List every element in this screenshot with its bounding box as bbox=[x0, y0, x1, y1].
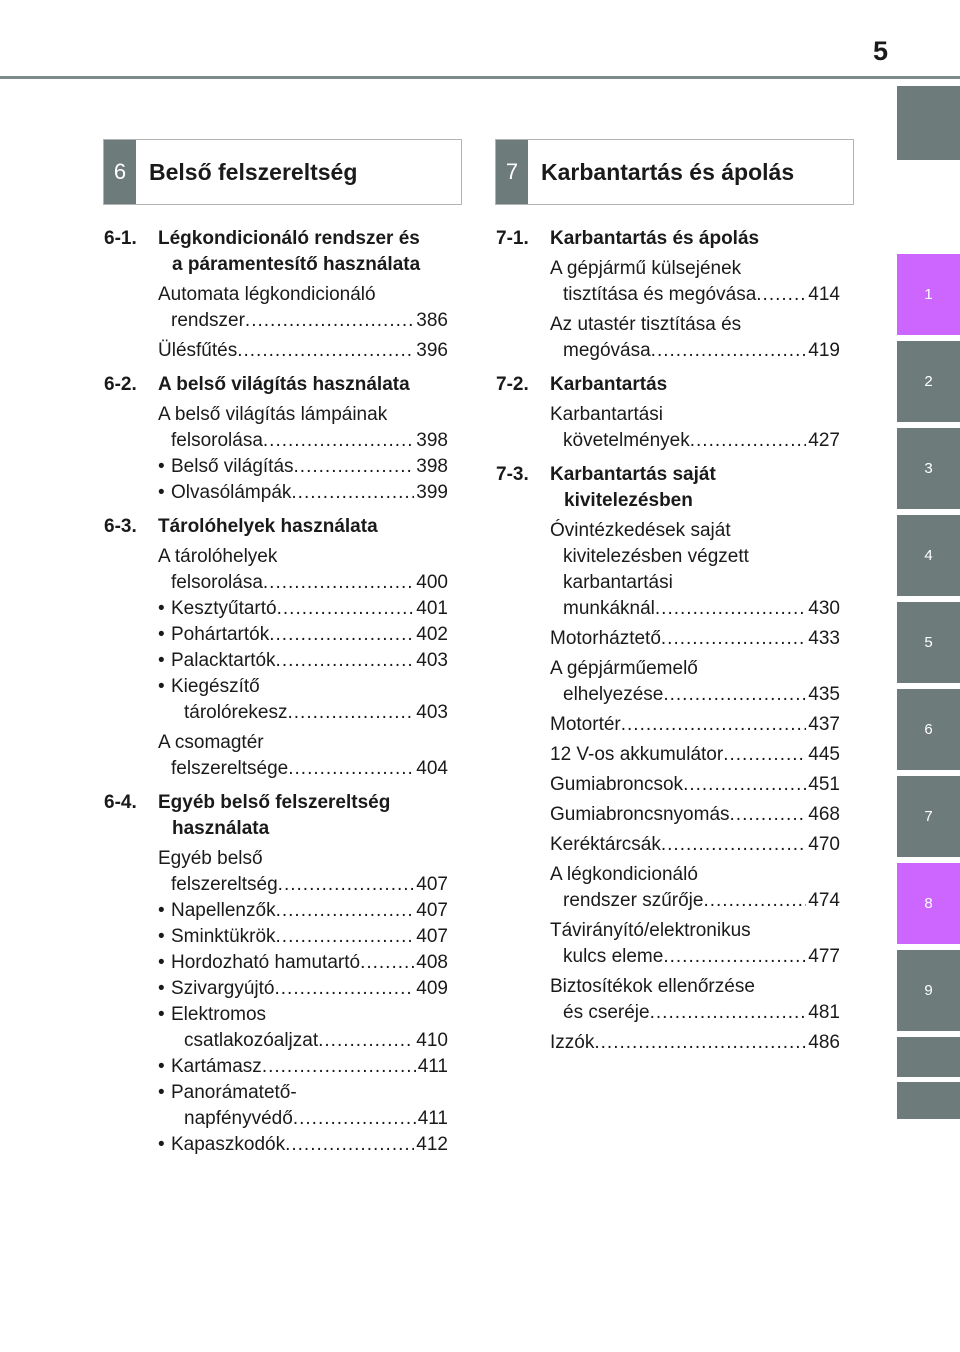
section-number: 7-2. bbox=[496, 374, 529, 395]
toc-entry[interactable] bbox=[496, 802, 840, 828]
chapter-6-number: 6 bbox=[104, 140, 136, 204]
toc-entry[interactable] bbox=[104, 402, 448, 454]
toc-subentry[interactable]: • Kartámasz ..... 411 bbox=[104, 1054, 448, 1080]
entry-text: és cseréje bbox=[563, 1002, 650, 1023]
subentry-text: Pohártartók bbox=[171, 624, 270, 645]
page-ref[interactable]: 401 bbox=[416, 598, 448, 619]
section-title: Tárolóhelyek használata bbox=[158, 516, 378, 537]
page-ref[interactable]: 410 bbox=[416, 1030, 448, 1051]
entry-text: felsorolása bbox=[171, 572, 263, 593]
page-ref[interactable]: 468 bbox=[808, 804, 840, 825]
page-ref[interactable]: 398 bbox=[416, 430, 448, 451]
page-ref[interactable]: 403 bbox=[416, 702, 448, 723]
chapter-tab-blank-a[interactable] bbox=[897, 1037, 960, 1077]
page-ref[interactable]: 407 bbox=[416, 926, 448, 947]
toc-entry[interactable] bbox=[496, 1030, 840, 1056]
entry-text: karbantartási bbox=[563, 572, 673, 593]
toc-entry[interactable] bbox=[496, 862, 840, 914]
toc-subentry[interactable]: • Kesztyűtartó ..... 401 bbox=[104, 596, 448, 622]
entry-text: Gumiabroncsok bbox=[550, 774, 684, 795]
section-title: Légkondicionáló rendszer és bbox=[158, 228, 420, 249]
section-title-cont: kivitelezésben bbox=[564, 490, 693, 511]
toc-entry[interactable] bbox=[496, 974, 840, 1026]
toc-entry[interactable] bbox=[496, 832, 840, 858]
toc-entry[interactable] bbox=[496, 312, 840, 364]
subentry-text: Palacktartók bbox=[171, 650, 276, 671]
entry-text: 12 V-os akkumulátor bbox=[550, 744, 724, 765]
chapter-tab-4[interactable]: 4 bbox=[897, 515, 960, 596]
page-number: 5 bbox=[872, 36, 888, 66]
section-number: 6-3. bbox=[104, 516, 137, 537]
section-title: Karbantartás és ápolás bbox=[550, 228, 760, 249]
page-ref[interactable]: 477 bbox=[808, 946, 840, 967]
toc-subentry[interactable]: • Sminktükrök ..... 407 bbox=[104, 924, 448, 950]
entry-text: tisztítása és megóvása bbox=[563, 284, 757, 305]
toc-subentry[interactable]: • Napellenzők ..... 407 bbox=[104, 898, 448, 924]
section-title-cont: használata bbox=[172, 818, 270, 839]
entry-text: felsorolása bbox=[171, 430, 263, 451]
entry-text: A tárolóhelyek bbox=[158, 546, 278, 567]
section-title: Karbantartás saját bbox=[550, 464, 716, 485]
subentry-text: tárolórekesz bbox=[184, 702, 288, 723]
entry-text: Ülésfűtés bbox=[158, 340, 238, 361]
page-ref[interactable]: 400 bbox=[416, 572, 448, 593]
subentry-text: Szivargyújtó bbox=[171, 978, 275, 999]
toc-entry[interactable] bbox=[496, 742, 840, 768]
page-ref[interactable]: 433 bbox=[808, 628, 840, 649]
page-ref[interactable]: 411 bbox=[417, 1056, 448, 1077]
toc-section-6-1 bbox=[104, 226, 448, 278]
page-ref[interactable]: 407 bbox=[416, 900, 448, 921]
page-ref[interactable]: 398 bbox=[416, 456, 448, 477]
subentry-text: Elektromos bbox=[171, 1004, 267, 1025]
toc-column-right bbox=[496, 226, 840, 1060]
chapter-6-title: Belső felszereltség bbox=[149, 158, 358, 185]
entry-text: Az utastér tisztítása és bbox=[550, 314, 742, 335]
page-ref[interactable]: 419 bbox=[808, 340, 840, 361]
page-ref[interactable]: 404 bbox=[416, 758, 448, 779]
chapter-7-number: 7 bbox=[496, 140, 528, 204]
entry-text: A gépjárműemelő bbox=[550, 658, 698, 679]
toc-section-6-4 bbox=[104, 790, 448, 842]
page-ref[interactable]: 386 bbox=[416, 310, 448, 331]
entry-text: A gépjármű külsejének bbox=[550, 258, 742, 279]
toc-subentry[interactable]: • Olvasólámpák ..... 399 bbox=[104, 480, 448, 506]
toc-entry[interactable] bbox=[104, 730, 448, 782]
chapter-tab-6[interactable]: 6 bbox=[897, 689, 960, 770]
entry-text: A belső világítás lámpáinak bbox=[158, 404, 388, 425]
toc-entry[interactable] bbox=[496, 518, 840, 622]
page-ref[interactable]: 414 bbox=[808, 284, 840, 305]
chapter-tab-3[interactable]: 3 bbox=[897, 428, 960, 509]
subentry-text: Kartámasz bbox=[171, 1056, 262, 1077]
chapter-tab-5[interactable]: 5 bbox=[897, 602, 960, 683]
toc-section-6-3 bbox=[104, 514, 448, 540]
subentry-text: Olvasólámpák bbox=[171, 482, 292, 503]
entry-text: felszereltsége bbox=[171, 758, 289, 779]
section-title: A belső világítás használata bbox=[158, 374, 410, 395]
entry-text: Keréktárcsák bbox=[550, 834, 661, 855]
page-ref[interactable]: 396 bbox=[416, 340, 448, 361]
toc-entry[interactable] bbox=[104, 846, 448, 898]
entry-text: felszereltség bbox=[171, 874, 278, 895]
toc-subentry[interactable]: • Pohártartók ..... 402 bbox=[104, 622, 448, 648]
entry-text: rendszer bbox=[171, 310, 245, 331]
page-ref[interactable]: 408 bbox=[416, 952, 448, 973]
page-ref[interactable]: 470 bbox=[808, 834, 840, 855]
toc-subentry[interactable]: • Elektromos csatlakozóaljzat ..... 410 bbox=[104, 1002, 448, 1054]
toc-entry[interactable] bbox=[496, 402, 840, 454]
entry-text: Gumiabroncsnyomás bbox=[550, 804, 730, 825]
entry-text: Karbantartási bbox=[550, 404, 664, 425]
toc-section-7-3 bbox=[496, 462, 840, 514]
entry-text: A légkondicionáló bbox=[550, 864, 698, 885]
chapter-tab-1[interactable]: 1 bbox=[897, 254, 960, 335]
page-ref[interactable]: 403 bbox=[416, 650, 448, 671]
subentry-text: napfényvédő bbox=[184, 1108, 293, 1129]
chapter-tab-8[interactable]: 8 bbox=[897, 863, 960, 944]
toc-column-left bbox=[104, 226, 448, 1158]
toc-subentry[interactable]: • Szivargyújtó ..... 409 bbox=[104, 976, 448, 1002]
section-number: 7-1. bbox=[496, 228, 529, 249]
toc-subentry[interactable]: • Hordozható hamutartó ..... 408 bbox=[104, 950, 448, 976]
section-number: 6-4. bbox=[104, 792, 137, 813]
page-ref[interactable]: 437 bbox=[808, 714, 840, 735]
page-ref[interactable]: 474 bbox=[808, 890, 840, 911]
subentry-text: Hordozható hamutartó bbox=[171, 952, 361, 973]
page-ref[interactable]: 411 bbox=[417, 1108, 448, 1129]
toc-section-7-1 bbox=[496, 226, 840, 252]
toc-entry[interactable] bbox=[496, 712, 840, 738]
chapter-7-header bbox=[495, 139, 854, 205]
toc-entry[interactable] bbox=[496, 772, 840, 798]
entry-text: kivitelezésben végzett bbox=[563, 546, 749, 567]
toc-entry[interactable] bbox=[104, 282, 448, 334]
page-ref[interactable]: 407 bbox=[416, 874, 448, 895]
subentry-text: Kapaszkodók bbox=[171, 1134, 286, 1155]
entry-text: Biztosítékok ellenőrzése bbox=[550, 976, 755, 997]
section-title-cont: a páramentesítő használata bbox=[172, 254, 421, 275]
toc-entry[interactable] bbox=[496, 626, 840, 652]
chapter-tab-9[interactable]: 9 bbox=[897, 950, 960, 1031]
toc-section-7-2 bbox=[496, 372, 840, 398]
subentry-text: Kesztyűtartó bbox=[171, 598, 277, 619]
chapter-tab-blank-top[interactable] bbox=[897, 86, 960, 160]
page-ref[interactable]: 445 bbox=[808, 744, 840, 765]
section-number: 6-1. bbox=[104, 228, 137, 249]
subentry-text: Belső világítás bbox=[171, 456, 294, 477]
page-ref[interactable]: 481 bbox=[808, 1002, 840, 1023]
section-title: Karbantartás bbox=[550, 374, 668, 395]
subentry-text: csatlakozóaljzat bbox=[184, 1030, 319, 1051]
entry-text: Óvintézkedések saját bbox=[550, 520, 731, 541]
entry-text: Távirányító/elektronikus bbox=[550, 920, 751, 941]
page-ref[interactable]: 427 bbox=[808, 430, 840, 451]
chapter-tab-blank-b[interactable] bbox=[897, 1082, 960, 1119]
toc-subentry[interactable]: • Kapaszkodók ..... 412 bbox=[104, 1132, 448, 1158]
entry-text: követelmények bbox=[563, 430, 690, 451]
entry-text: munkáknál bbox=[563, 598, 655, 619]
top-rule bbox=[0, 76, 960, 79]
chapter-6-header bbox=[103, 139, 462, 205]
page-ref[interactable]: 412 bbox=[416, 1134, 448, 1155]
entry-text: Motortér bbox=[550, 714, 621, 735]
page-ref[interactable]: 399 bbox=[416, 482, 448, 503]
entry-text: megóvása bbox=[563, 340, 651, 361]
section-number: 6-2. bbox=[104, 374, 137, 395]
toc-subentry[interactable]: • Panorámatető- napfényvédő ..... 411 bbox=[104, 1080, 448, 1132]
subentry-text: Panorámatető- bbox=[171, 1082, 297, 1103]
page-ref[interactable]: 430 bbox=[808, 598, 840, 619]
subentry-text: Kiegészítő bbox=[171, 676, 260, 697]
toc-entry[interactable] bbox=[496, 656, 840, 708]
toc-subentry[interactable]: • Kiegészítő tárolórekesz ..... 403 bbox=[104, 674, 448, 726]
chapter-tab-2[interactable]: 2 bbox=[897, 341, 960, 422]
entry-text: Egyéb belső bbox=[158, 848, 263, 869]
toc-entry[interactable] bbox=[496, 918, 840, 970]
subentry-text: Napellenzők bbox=[171, 900, 276, 921]
page-ref[interactable]: 435 bbox=[808, 684, 840, 705]
page-ref[interactable]: 409 bbox=[416, 978, 448, 999]
entry-text: elhelyezése bbox=[563, 684, 664, 705]
entry-text: Automata légkondicionáló bbox=[158, 284, 376, 305]
entry-text: rendszer szűrője bbox=[563, 890, 704, 911]
entry-text: kulcs eleme bbox=[563, 946, 664, 967]
toc-section-6-2 bbox=[104, 372, 448, 398]
toc-subentry[interactable]: • Belső világítás ..... 398 bbox=[104, 454, 448, 480]
section-number: 7-3. bbox=[496, 464, 529, 485]
page-ref[interactable]: 451 bbox=[808, 774, 840, 795]
toc-entry[interactable] bbox=[104, 338, 448, 364]
page-ref[interactable]: 486 bbox=[808, 1032, 840, 1053]
toc-entry[interactable] bbox=[496, 256, 840, 308]
subentry-text: Sminktükrök bbox=[171, 926, 276, 947]
entry-text: Izzók bbox=[550, 1032, 595, 1053]
chapter-tab-7[interactable]: 7 bbox=[897, 776, 960, 857]
chapter-7-title: Karbantartás és ápolás bbox=[541, 158, 795, 185]
section-title: Egyéb belső felszereltség bbox=[158, 792, 391, 813]
toc-subentry[interactable]: • Palacktartók ..... 403 bbox=[104, 648, 448, 674]
entry-text: A csomagtér bbox=[158, 732, 264, 753]
page-ref[interactable]: 402 bbox=[416, 624, 448, 645]
toc-entry[interactable] bbox=[104, 544, 448, 596]
entry-text: Motorháztető bbox=[550, 628, 661, 649]
